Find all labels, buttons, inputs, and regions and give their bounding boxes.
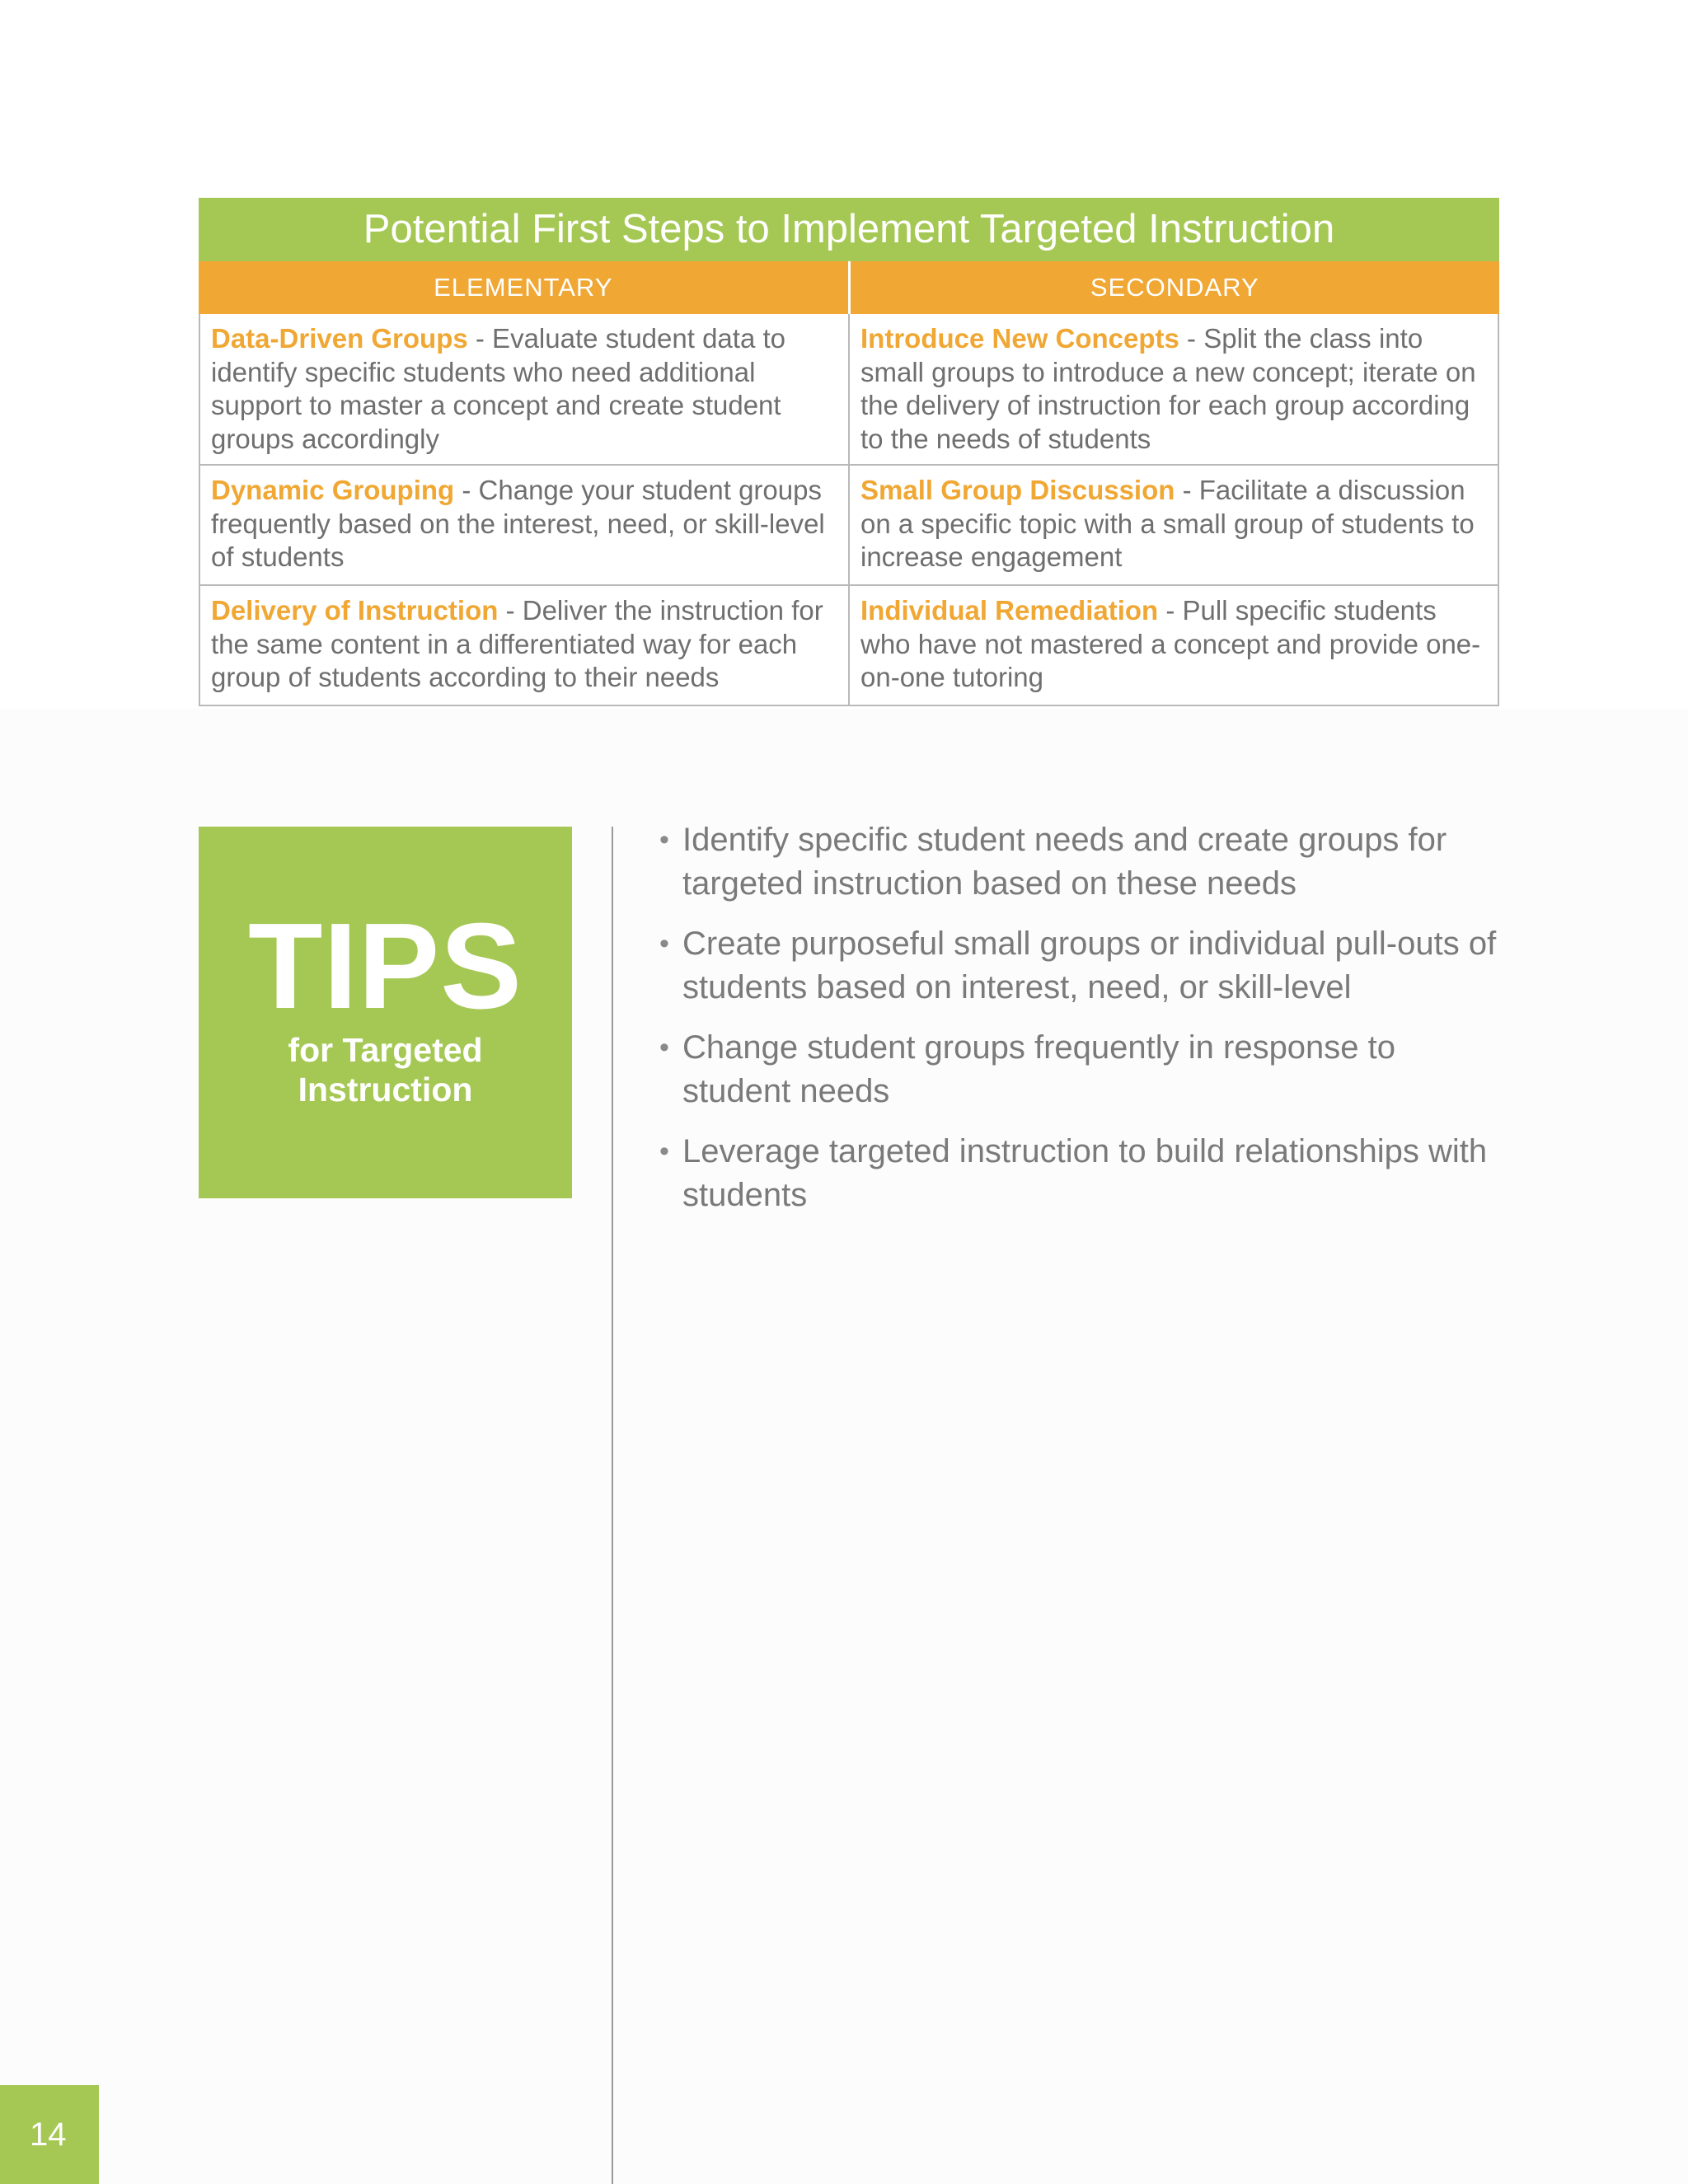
list-item <box>659 818 1508 906</box>
page-number-box <box>0 2085 99 2184</box>
table-cell-elementary <box>200 586 848 705</box>
tips-subheading-line: Instruction <box>298 1071 473 1108</box>
table-cell-elementary <box>200 466 848 584</box>
tip-text: Create purposeful small groups or individual pull-outs of students based on interest, need, or skill-level <box>682 926 1497 1005</box>
bullet-icon: • <box>659 928 669 959</box>
cell-title: Delivery of Instruction <box>211 595 499 626</box>
page-number: 14 <box>30 2116 67 2153</box>
cell-title: Introduce New Concepts <box>860 323 1179 354</box>
cell-text: - Split the class into small groups to introduce a new concept; iterate on the delivery of instruction for each group according to the needs of students <box>860 323 1476 454</box>
table-title: Potential First Steps to Implement Targeted Instruction <box>199 198 1499 261</box>
cell-text: - Evaluate student data to identify specific students who need additional support to master a concept and create student groups accordingly <box>211 323 785 454</box>
list-item <box>659 1026 1508 1113</box>
first-steps-table <box>199 198 1499 706</box>
cell-text: - Facilitate a discussion on a specific topic with a small group of students to increase engagement <box>860 475 1475 572</box>
tips-list <box>659 818 1508 1234</box>
cell-title: Data-Driven Groups <box>211 323 468 354</box>
table-row <box>199 466 1499 586</box>
list-item <box>659 922 1508 1010</box>
tips-subheading <box>199 1030 572 1109</box>
table-column-headers <box>199 261 1499 314</box>
table-cell-secondary <box>848 586 1498 705</box>
bullet-icon: • <box>659 1136 669 1167</box>
cell-title: Small Group Discussion <box>860 475 1175 505</box>
table-cell-secondary <box>848 314 1498 464</box>
table-row <box>199 586 1499 706</box>
tip-text: Change student groups frequently in response to student needs <box>682 1029 1396 1109</box>
tip-text: Leverage targeted instruction to build relationships with students <box>682 1133 1488 1213</box>
column-header-secondary: SECONDARY <box>848 261 1500 314</box>
tips-subheading-line: for Targeted <box>288 1031 483 1069</box>
tips-box <box>199 827 572 1198</box>
tips-heading: TIPS <box>248 898 523 1034</box>
bullet-icon: • <box>659 824 669 855</box>
cell-text: - Change your student groups frequently based on the interest, need, or skill-level of students <box>211 475 825 572</box>
cell-title: Individual Remediation <box>860 595 1159 626</box>
cell-text: - Deliver the instruction for the same content in a differentiated way for each group of students according to their needs <box>211 595 823 692</box>
column-header-elementary: ELEMENTARY <box>434 273 613 302</box>
bullet-icon: • <box>659 1032 669 1063</box>
table-cell-elementary <box>200 314 848 464</box>
list-item <box>659 1130 1508 1217</box>
vertical-divider <box>612 827 613 2184</box>
table-cell-secondary <box>848 466 1498 584</box>
table-row <box>199 314 1499 466</box>
cell-title: Dynamic Grouping <box>211 475 455 505</box>
cell-text: - Pull specific students who have not mastered a concept and provide one-on-one tutoring <box>860 595 1481 692</box>
tip-text: Identify specific student needs and create groups for targeted instruction based on these needs <box>682 822 1447 902</box>
